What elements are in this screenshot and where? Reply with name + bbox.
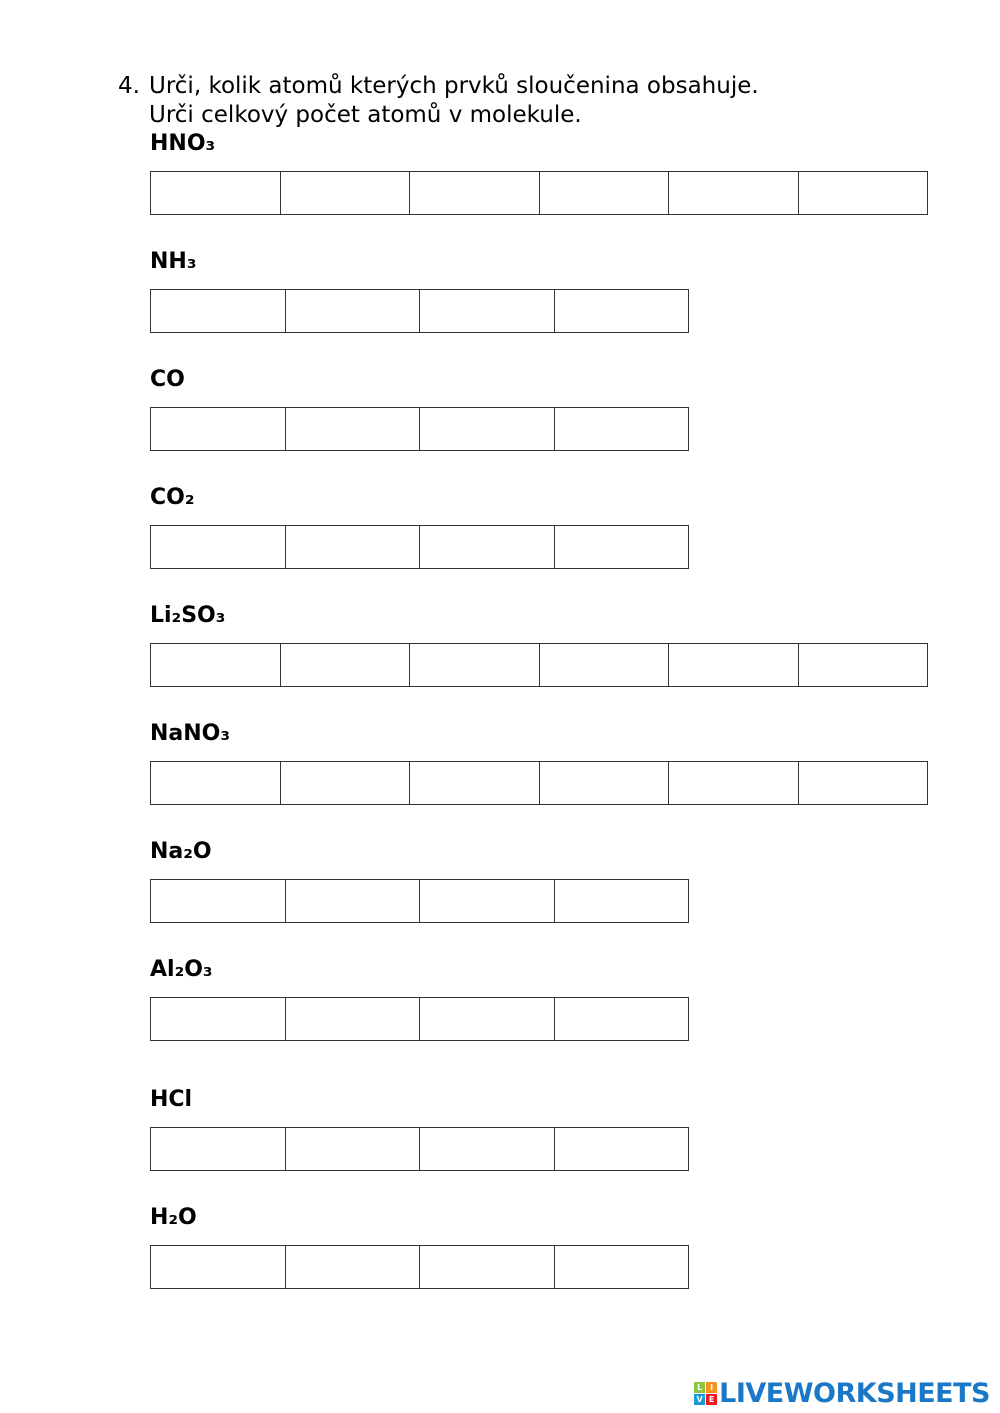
answer-box[interactable] <box>555 1128 690 1170</box>
formula-label: NaNO₃ <box>150 721 231 746</box>
answer-box[interactable] <box>420 526 555 568</box>
answer-row <box>150 1127 689 1171</box>
answer-box[interactable] <box>410 172 540 214</box>
formula-label: HNO₃ <box>150 131 216 156</box>
formula-label: Al₂O₃ <box>150 957 213 982</box>
answer-box[interactable] <box>420 880 555 922</box>
answer-box[interactable] <box>151 998 286 1040</box>
answer-box[interactable] <box>151 290 286 332</box>
answer-box[interactable] <box>555 998 690 1040</box>
answer-box[interactable] <box>281 172 411 214</box>
answer-box[interactable] <box>410 762 540 804</box>
task-instructions <box>118 72 759 130</box>
answer-box[interactable] <box>151 1246 286 1288</box>
live-logo-icon <box>694 1382 717 1405</box>
answer-box[interactable] <box>420 998 555 1040</box>
answer-box[interactable] <box>410 644 540 686</box>
logo-mark-letter: L <box>694 1382 705 1393</box>
answer-box[interactable] <box>420 408 555 450</box>
answer-box[interactable] <box>799 762 929 804</box>
answer-box[interactable] <box>799 644 929 686</box>
answer-box[interactable] <box>281 644 411 686</box>
answer-box[interactable] <box>286 880 421 922</box>
answer-box[interactable] <box>286 1246 421 1288</box>
answer-box[interactable] <box>151 408 286 450</box>
answer-box[interactable] <box>286 408 421 450</box>
answer-row <box>150 407 689 451</box>
formula-label: CO₂ <box>150 485 195 510</box>
formula-label: HCl <box>150 1087 193 1112</box>
answer-box[interactable] <box>555 880 690 922</box>
formula-label: H₂O <box>150 1205 197 1230</box>
answer-box[interactable] <box>151 526 286 568</box>
formula-label: NH₃ <box>150 249 197 274</box>
answer-row <box>150 289 689 333</box>
answer-row <box>150 171 928 215</box>
task-instruction-line-2: Urči celkový počet atomů v molekule. <box>149 102 582 128</box>
answer-row <box>150 1245 689 1289</box>
answer-box[interactable] <box>669 762 799 804</box>
answer-row <box>150 525 689 569</box>
answer-box[interactable] <box>151 880 286 922</box>
answer-box[interactable] <box>420 1246 555 1288</box>
answer-box[interactable] <box>286 290 421 332</box>
answer-box[interactable] <box>540 762 670 804</box>
answer-row <box>150 997 689 1041</box>
liveworksheets-logo <box>694 1378 990 1409</box>
logo-mark-letter: E <box>706 1394 717 1405</box>
answer-row <box>150 761 928 805</box>
logo-mark-letter: I <box>706 1382 717 1393</box>
answer-box[interactable] <box>540 172 670 214</box>
answer-box[interactable] <box>555 408 690 450</box>
formula-label: CO <box>150 367 185 392</box>
answer-box[interactable] <box>420 290 555 332</box>
logo-text: LIVEWORKSHEETS <box>719 1378 990 1409</box>
formula-label: Na₂O <box>150 839 212 864</box>
answer-row <box>150 643 928 687</box>
formula-label: Li₂SO₃ <box>150 603 226 628</box>
answer-box[interactable] <box>669 644 799 686</box>
answer-box[interactable] <box>151 644 281 686</box>
answer-row <box>150 879 689 923</box>
task-instruction-line-1: Urči, kolik atomů kterých prvků sloučenina obsahuje. <box>149 73 759 99</box>
answer-box[interactable] <box>281 762 411 804</box>
answer-box[interactable] <box>286 998 421 1040</box>
task-number: 4. <box>118 73 140 99</box>
answer-box[interactable] <box>555 1246 690 1288</box>
answer-box[interactable] <box>286 526 421 568</box>
answer-box[interactable] <box>669 172 799 214</box>
answer-box[interactable] <box>799 172 929 214</box>
answer-box[interactable] <box>420 1128 555 1170</box>
logo-mark-letter: V <box>694 1394 705 1405</box>
answer-box[interactable] <box>286 1128 421 1170</box>
answer-box[interactable] <box>540 644 670 686</box>
answer-box[interactable] <box>555 526 690 568</box>
answer-box[interactable] <box>555 290 690 332</box>
answer-box[interactable] <box>151 172 281 214</box>
answer-box[interactable] <box>151 1128 286 1170</box>
answer-box[interactable] <box>151 762 281 804</box>
